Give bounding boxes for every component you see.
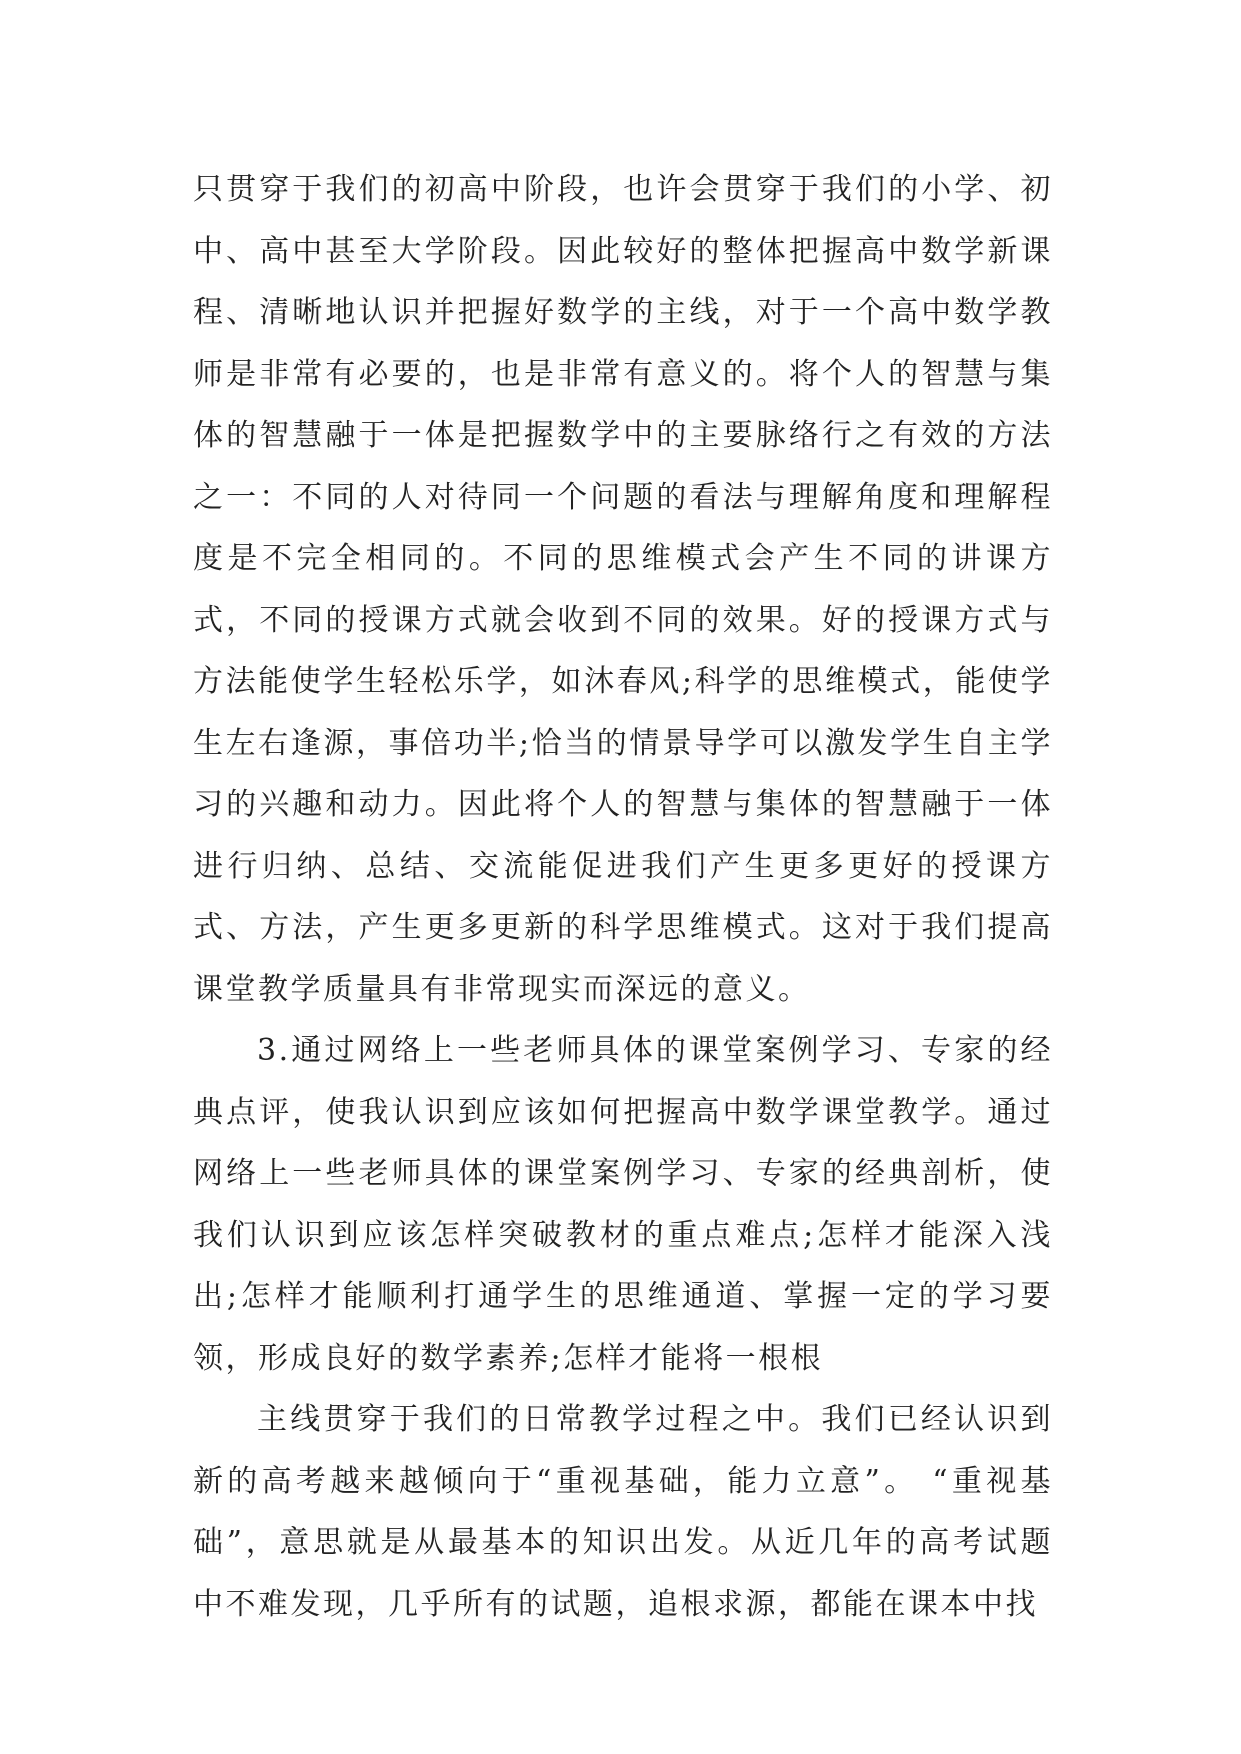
document-body (193, 159, 1053, 1635)
paragraph-continuation: 只贯穿于我们的初高中阶段，也许会贯穿于我们的小学、初中、高中甚至大学阶段。因此较好的整体把握高中数学新课程、清晰地认识并把握好数学的主线，对于一个高中数学教师是非常有必要的，也是非常有意义的。将个人的智慧与集体的智慧融于一体是把握数学中的主要脉络行之有效的方法之一：不同的人对待同一个问题的看法与理解角度和理解程度是不完全相同的。不同的思维模式会产生不同的讲课方式，不同的授课方式就会收到不同的效果。好的授课方式与方法能使学生轻松乐学，如沐春风;科学的思维模式，能使学生左右逢源，事倍功半;恰当的情景导学可以激发学生自主学习的兴趣和动力。因此将个人的智慧与集体的智慧融于一体进行归纳、总结、交流能促进我们产生更多更好的授课方式、方法，产生更多更新的科学思维模式。这对于我们提高课堂教学质量具有非常现实而深远的意义。 (193, 172, 1053, 1007)
paragraph-point-3: 3.通过网络上一些老师具体的课堂案例学习、专家的经典点评，使我认识到应该如何把握高中数学课堂教学。通过网络上一些老师具体的课堂案例学习、专家的经典剖析，使我们认识到应该怎样突破教材的重点难点;怎样才能深入浅出;怎样才能顺利打通学生的思维通道、掌握一定的学习要领，形成良好的数学素养;怎样才能将一根根 (193, 1033, 1053, 1376)
paragraph-main-line: 主线贯穿于我们的日常教学过程之中。我们已经认识到新的高考越来越倾向于“重视基础，能力立意”。 “重视基础”，意思就是从最基本的知识出发。从近几年的高考试题中不难发现，几乎所有的试题，追根求源，都能在课本中找 (193, 1402, 1053, 1622)
